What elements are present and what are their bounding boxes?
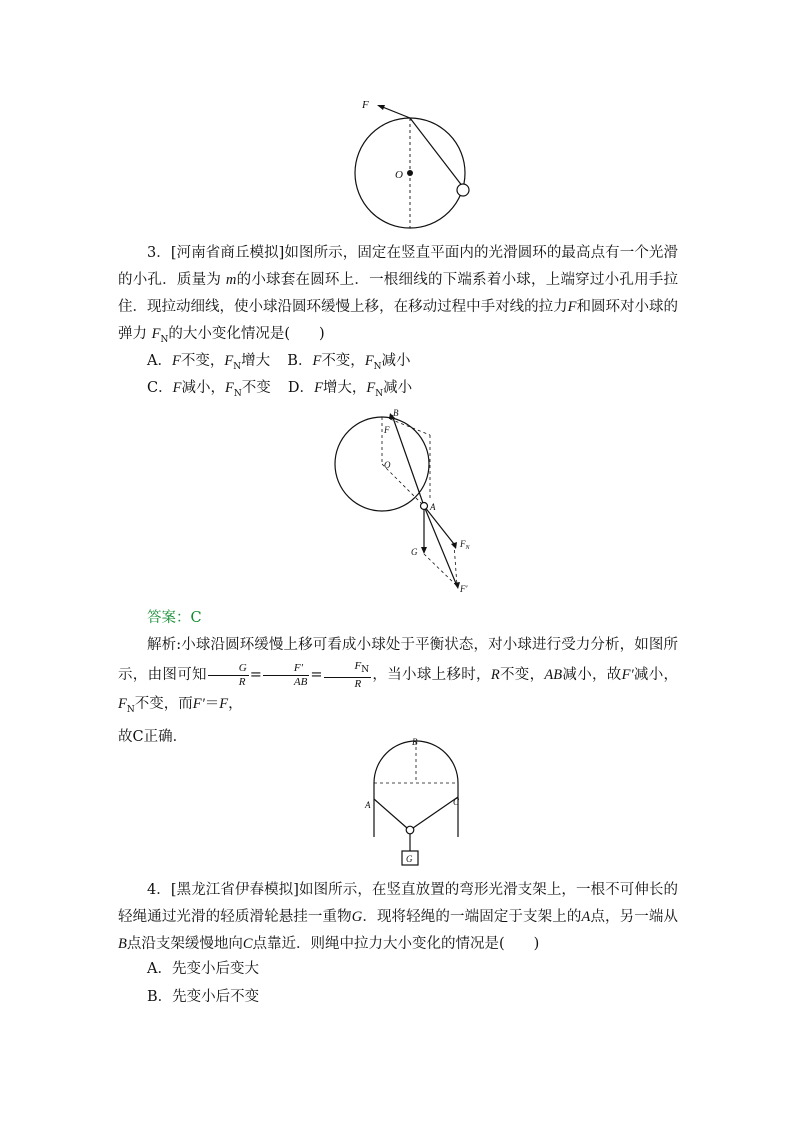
label-center: O bbox=[395, 169, 403, 181]
gravity-arrowhead bbox=[421, 547, 427, 554]
label-F: F bbox=[384, 425, 390, 435]
rope-left bbox=[374, 799, 407, 828]
q3-number: 3． bbox=[147, 245, 171, 261]
figure-2-force-diagram bbox=[330, 405, 490, 600]
q3-var-F: F bbox=[567, 299, 577, 315]
label-O: O bbox=[384, 460, 391, 470]
q3-options-row-2 bbox=[147, 375, 412, 408]
q3-var-FN-sub: N bbox=[160, 334, 169, 345]
label-G: G bbox=[406, 854, 413, 864]
q3-option-C[interactable]: C．F减小，$F_N$不变 bbox=[147, 380, 271, 399]
q3-source: [河南省商丘模拟] bbox=[170, 245, 285, 261]
fraction-FN-over-R: $\frac{F_N}{R}$ bbox=[324, 659, 372, 691]
normal-force-vector bbox=[424, 506, 454, 544]
resultant-vector-F-prime bbox=[424, 506, 457, 586]
analysis: 解析:小球沿圆环缓慢上移可看成小球处于平衡状态，对小球进行受力分析，如图所示，由图可知 $\frac{G}{R}$ = $\frac{F'}{AB}$ = $\frac{F_N}{R}$ ，当小球上移时，R不变，AB减小，故F′减小，$F_N$不变，而F′＝F， 故C正确． bbox=[118, 637, 679, 746]
label-A: A bbox=[365, 800, 371, 810]
analysis-conclusion: 故C正确． bbox=[118, 729, 188, 746]
question-3 bbox=[118, 240, 678, 354]
string-line bbox=[410, 118, 463, 187]
analysis-label: 解析: bbox=[147, 637, 182, 653]
label-FN: $F_N$ bbox=[460, 539, 470, 551]
answer-label: 答案： bbox=[147, 610, 191, 626]
tension-vector-F bbox=[392, 415, 424, 506]
q3-option-A[interactable]: A．F不变，$F_N$增大 bbox=[147, 353, 271, 372]
fraction-Fprime-over-AB: $\frac{F'}{AB}$ bbox=[263, 662, 309, 689]
q3-option-D[interactable]: D．F增大，$F_N$减小 bbox=[287, 380, 413, 399]
label-A: A bbox=[430, 502, 436, 512]
q3-text-3: 和圆环对小球的弹力 bbox=[118, 299, 679, 342]
answer-value: C bbox=[190, 610, 202, 626]
pulley bbox=[406, 826, 414, 834]
fraction-G-over-R: $\frac{G}{R}$ bbox=[208, 662, 249, 689]
center-point bbox=[407, 170, 413, 176]
label-force: F bbox=[362, 99, 369, 111]
q3-text-1: 如图所示，固定在竖直平面内的光滑圆环的最高点有一个光滑的小孔．质量为 bbox=[118, 245, 678, 288]
label-G: G bbox=[411, 547, 418, 557]
q4-number: 4． bbox=[147, 882, 171, 898]
q3-option-B[interactable]: B．F不变，$F_N$减小 bbox=[287, 353, 411, 372]
parallelogram-lower-left bbox=[424, 554, 457, 586]
q4-option-B[interactable]: B．先变小后不变 bbox=[147, 989, 260, 1005]
label-C: C bbox=[453, 797, 460, 807]
q4-option-A[interactable]: A．先变小后变大 bbox=[147, 961, 259, 977]
force-arrowhead bbox=[377, 105, 385, 110]
label-B: B bbox=[412, 737, 418, 747]
answer bbox=[147, 605, 202, 632]
q3-text-2: 的小球套在圆环上．一根细线的下端系着小球，上端穿过小孔用手拉住．现拉动细线，使小球沿圆环缓慢上移，在移动过程中手对线的拉力 bbox=[118, 272, 679, 315]
figure-1-ring-diagram bbox=[350, 95, 480, 230]
radius-OA-dashed bbox=[382, 464, 424, 506]
ball bbox=[421, 503, 428, 510]
force-arrow bbox=[380, 106, 410, 118]
q3-text-4: 的大小变化情况是( ) bbox=[168, 326, 325, 342]
figure-3-bracket-diagram bbox=[360, 735, 470, 870]
label-F-prime: F′ bbox=[460, 584, 468, 594]
label-B: B bbox=[393, 408, 399, 418]
analysis-text-1: 小球沿圆环缓慢上移可看成小球处于平衡状态，对小球进行受力分析，如图所示，由图可知 bbox=[118, 637, 679, 684]
question-4: 4．[黑龙江省伊春模拟]如图所示，在竖直放置的弯形光滑支架上，一根不可伸长的轻绳通过光滑的轻质滑轮悬挂一重物G．现将轻绳的一端固定于支架上的A点，另一端从B点沿支架缓慢地向C点靠近．则绳中拉力大小变化的情况是( ) bbox=[118, 882, 678, 952]
small-ball bbox=[457, 184, 469, 196]
rope-right bbox=[413, 797, 458, 828]
q3-var-FN: F bbox=[151, 326, 161, 342]
q3-var-m: m bbox=[225, 272, 237, 288]
q4-source: [黑龙江省伊春模拟] bbox=[170, 882, 299, 898]
